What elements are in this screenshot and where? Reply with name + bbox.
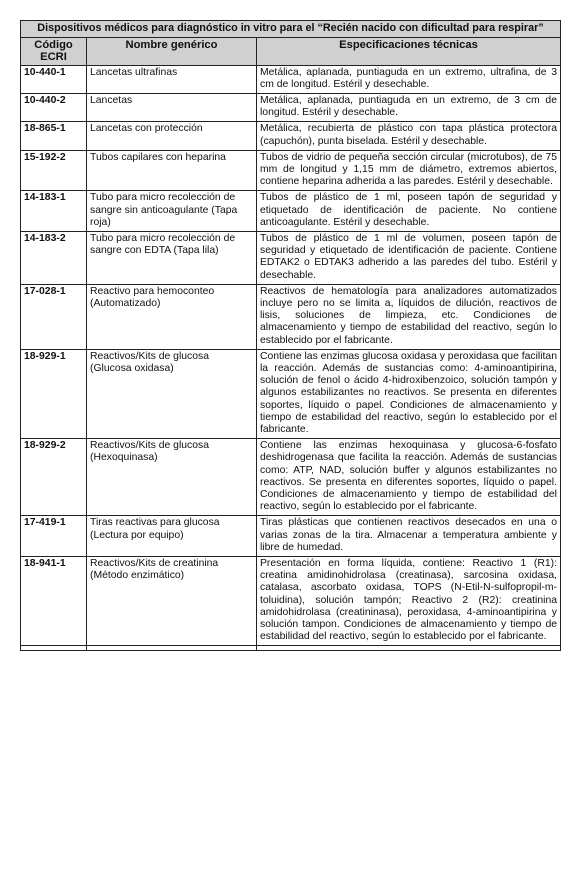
technical-spec: Metálica, aplanada, puntiaguda en un extremo, ultrafina, de 3 cm de longitud. Estéril y desechable. xyxy=(257,65,561,93)
table-continuation-row xyxy=(21,646,561,651)
continuation-cell xyxy=(257,646,561,651)
table-row xyxy=(21,284,561,349)
table-row xyxy=(21,231,561,284)
technical-spec: Reactivos de hematología para analizadores automatizados incluye pero no se limita a, líquidos de dilución, reactivos de lisis, soluciones de limpieza, etc. Condiciones de almacenamiento y tiempo de estabilidad del reactivo, según lo establecido por el fabricante. xyxy=(257,284,561,349)
header-spec: Especificaciones técnicas xyxy=(257,37,561,65)
generic-name: Tubo para micro recolección de sangre con EDTA (Tapa lila) xyxy=(87,231,257,284)
technical-spec: Metálica, recubierta de plástico con tapa plástica protectora (capuchón), punta biselada. Estéril y desechable. xyxy=(257,122,561,150)
table-row xyxy=(21,191,561,232)
generic-name: Reactivos/Kits de glucosa (Hexoquinasa) xyxy=(87,439,257,516)
generic-name: Tiras reactivas para glucosa (Lectura por equipo) xyxy=(87,516,257,557)
header-name: Nombre genérico xyxy=(87,37,257,65)
table-title: Dispositivos médicos para diagnóstico in vitro para el “Recién nacido con dificultad para respirar” xyxy=(21,21,561,38)
table-row xyxy=(21,122,561,150)
table-row xyxy=(21,349,561,438)
technical-spec: Tubos de vidrio de pequeña sección circular (microtubos), de 75 mm de longitud y 1,15 mm de diámetro, extremos abiertos, contiene heparina adherida a las paredes. Estéril y desechable. xyxy=(257,150,561,191)
ecri-code: 18-929-1 xyxy=(21,349,87,438)
generic-name: Tubos capilares con heparina xyxy=(87,150,257,191)
ecri-code: 17-419-1 xyxy=(21,516,87,557)
ecri-code: 14-183-1 xyxy=(21,191,87,232)
ecri-code: 15-192-2 xyxy=(21,150,87,191)
generic-name: Reactivos/Kits de glucosa (Glucosa oxidasa) xyxy=(87,349,257,438)
table-row xyxy=(21,439,561,516)
continuation-cell xyxy=(21,646,87,651)
technical-spec: Tubos de plástico de 1 ml, poseen tapón de seguridad y etiquetado de identificación de paciente. No contiene anticoagulante. Estéril y desechable. xyxy=(257,191,561,232)
ecri-code: 17-028-1 xyxy=(21,284,87,349)
technical-spec: Metálica, aplanada, puntiaguda en un extremo, de 3 cm de longitud. Estéril y desechable. xyxy=(257,93,561,121)
table-row xyxy=(21,65,561,93)
technical-spec: Tiras plásticas que contienen reactivos desecados en una o varias zonas de la tira. Almacenar a temperatura ambiente y libre de humedad. xyxy=(257,516,561,557)
document-page xyxy=(20,20,560,651)
generic-name: Lancetas xyxy=(87,93,257,121)
ecri-code: 10-440-2 xyxy=(21,93,87,121)
ecri-code: 18-865-1 xyxy=(21,122,87,150)
table-row xyxy=(21,150,561,191)
table-row xyxy=(21,93,561,121)
continuation-cell xyxy=(87,646,257,651)
generic-name: Lancetas con protección xyxy=(87,122,257,150)
table-row xyxy=(21,516,561,557)
generic-name: Reactivos/Kits de creatinina (Método enzimático) xyxy=(87,557,257,646)
technical-spec: Contiene las enzimas glucosa oxidasa y peroxidasa que facilitan la reacción. Además de sustancias como: 4-aminoantipirina, solución de fenol o ácido 4-hidroxibenzoico, solución tampón y algunos estabilizantes no reactivos. Se presenta en diferentes soportes, líquido o papel. Condiciones de almacenamiento y tiempo de estabilidad del reactivo, según lo establecido por el fabricante. xyxy=(257,349,561,438)
ecri-code: 18-929-2 xyxy=(21,439,87,516)
technical-spec: Tubos de plástico de 1 ml de volumen, poseen tapón de seguridad y etiquetado de identificación de paciente. Contiene EDTAK2 o EDTAK3 adherido a las paredes del tubo. Estéril y desechable. xyxy=(257,231,561,284)
devices-table xyxy=(20,20,561,651)
ecri-code: 14-183-2 xyxy=(21,231,87,284)
ecri-code: 10-440-1 xyxy=(21,65,87,93)
technical-spec: Presentación en forma líquida, contiene: Reactivo 1 (R1): creatina amidinohidrolasa (creatinasa), sarcosina oxidasa, catalasa, ascorbato oxidasa, TOPS (N-Etil-N-sulfopropil-m-toluidina), solución tampón; Reactivo 2 (R2): creatinina amidohidrolasa (creatininasa), peroxidasa, 4-aminoantipirina y solución tampon. Condiciones de almacenamiento y tiempo de estabilidad del reactivo, según lo establecido por el fabricante. xyxy=(257,557,561,646)
table-row xyxy=(21,557,561,646)
technical-spec: Contiene las enzimas hexoquinasa y glucosa-6-fosfato deshidrogenasa que facilita la reacción. Además de sustancias como: ATP, NAD, solución buffer y algunos estabilizantes no reactivos. Se presenta en diferentes soportes, líquido o papel. Condiciones de almacenamiento y tiempo de estabilidad del reactivo, según lo establecido por el fabricante. xyxy=(257,439,561,516)
generic-name: Lancetas ultrafinas xyxy=(87,65,257,93)
ecri-code: 18-941-1 xyxy=(21,557,87,646)
generic-name: Tubo para micro recolección de sangre sin anticoagulante (Tapa roja) xyxy=(87,191,257,232)
generic-name: Reactivo para hemoconteo (Automatizado) xyxy=(87,284,257,349)
header-code: Código ECRI xyxy=(21,37,87,65)
